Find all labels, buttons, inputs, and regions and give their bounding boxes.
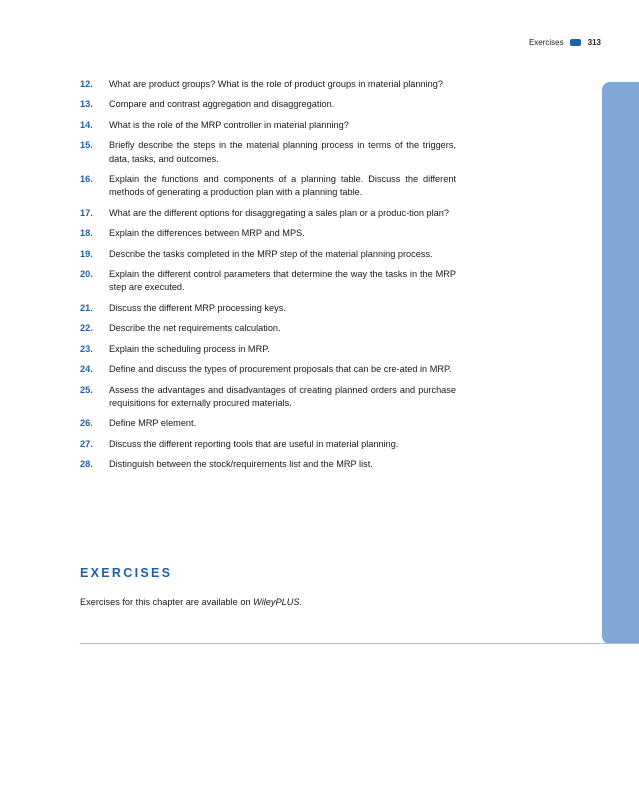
question-item <box>80 119 456 132</box>
question-number: 27. <box>80 438 93 449</box>
question-text: Explain the different control parameters that determine the way the tasks in the MRP step are executed. <box>109 269 456 293</box>
question-number: 23. <box>80 343 93 354</box>
question-number: 15. <box>80 140 93 151</box>
running-head <box>529 38 601 47</box>
wileyplus-link: WileyPLUS <box>253 597 300 607</box>
question-item <box>80 458 456 471</box>
question-text: Explain the differences between MRP and MPS. <box>109 228 305 239</box>
question-text: Explain the scheduling process in MRP. <box>109 343 270 354</box>
question-item <box>80 173 456 200</box>
question-item <box>80 363 456 376</box>
question-item <box>80 268 456 295</box>
question-text: Describe the net requirements calculation. <box>109 323 281 334</box>
question-text: Discuss the different MRP processing keys. <box>109 302 286 313</box>
review-questions-list <box>80 78 456 479</box>
question-text: Explain the functions and components of a planning table. Discuss the different methods of generating a production plan with a planning table. <box>109 174 456 198</box>
question-text: Distinguish between the stock/requirements list and the MRP list. <box>109 459 373 470</box>
question-item <box>80 98 456 111</box>
question-number: 14. <box>80 119 93 130</box>
section-marker-icon <box>570 39 581 46</box>
question-number: 28. <box>80 459 93 470</box>
question-number: 20. <box>80 269 93 280</box>
question-number: 18. <box>80 228 93 239</box>
question-item <box>80 343 456 356</box>
page-number: 313 <box>587 38 601 47</box>
exercises-text-start: Exercises for this chapter are available on <box>80 597 254 607</box>
question-text: Compare and contrast aggregation and disaggregation. <box>109 99 335 110</box>
question-item <box>80 248 456 261</box>
question-number: 19. <box>80 248 93 259</box>
question-text: Define and discuss the types of procurement proposals that can be cre-ated in MRP. <box>109 364 452 375</box>
question-item <box>80 438 456 451</box>
question-item <box>80 322 456 335</box>
question-number: 17. <box>80 207 93 218</box>
footer-rule <box>80 643 639 644</box>
side-tab <box>602 82 639 644</box>
question-item <box>80 302 456 315</box>
question-number: 16. <box>80 174 93 185</box>
running-head-title: Exercises <box>528 38 564 47</box>
question-item <box>80 207 456 220</box>
question-number: 21. <box>80 302 93 313</box>
question-text: What is the role of the MRP controller in material planning? <box>109 119 349 130</box>
question-item <box>80 78 456 91</box>
question-item <box>80 227 456 240</box>
question-item <box>80 139 456 166</box>
question-number: 25. <box>80 384 93 395</box>
exercises-text <box>80 597 302 607</box>
question-text: Assess the advantages and disadvantages of creating planned orders and purchase requisitions for externally procured materials. <box>109 384 456 408</box>
exercises-heading: EXERCISES <box>80 566 173 580</box>
question-text: What are product groups? What is the role of product groups in material planning? <box>109 79 443 89</box>
question-text: Discuss the different reporting tools that are useful in material planning. <box>109 438 399 449</box>
question-number: 12. <box>80 79 93 89</box>
question-text: Briefly describe the steps in the material planning process in terms of the triggers, data, tasks, and outcomes. <box>109 140 456 164</box>
exercises-text-end: . <box>299 597 303 607</box>
question-number: 24. <box>80 364 93 375</box>
question-item <box>80 417 456 430</box>
question-number: 22. <box>80 323 93 334</box>
question-text: Define MRP element. <box>109 418 197 429</box>
question-number: 26. <box>80 418 93 429</box>
question-text: What are the different options for disaggregating a sales plan or a produc-tion plan? <box>109 207 449 218</box>
question-number: 13. <box>80 99 93 110</box>
question-text: Describe the tasks completed in the MRP step of the material planning process. <box>109 248 433 259</box>
question-item <box>80 384 456 411</box>
